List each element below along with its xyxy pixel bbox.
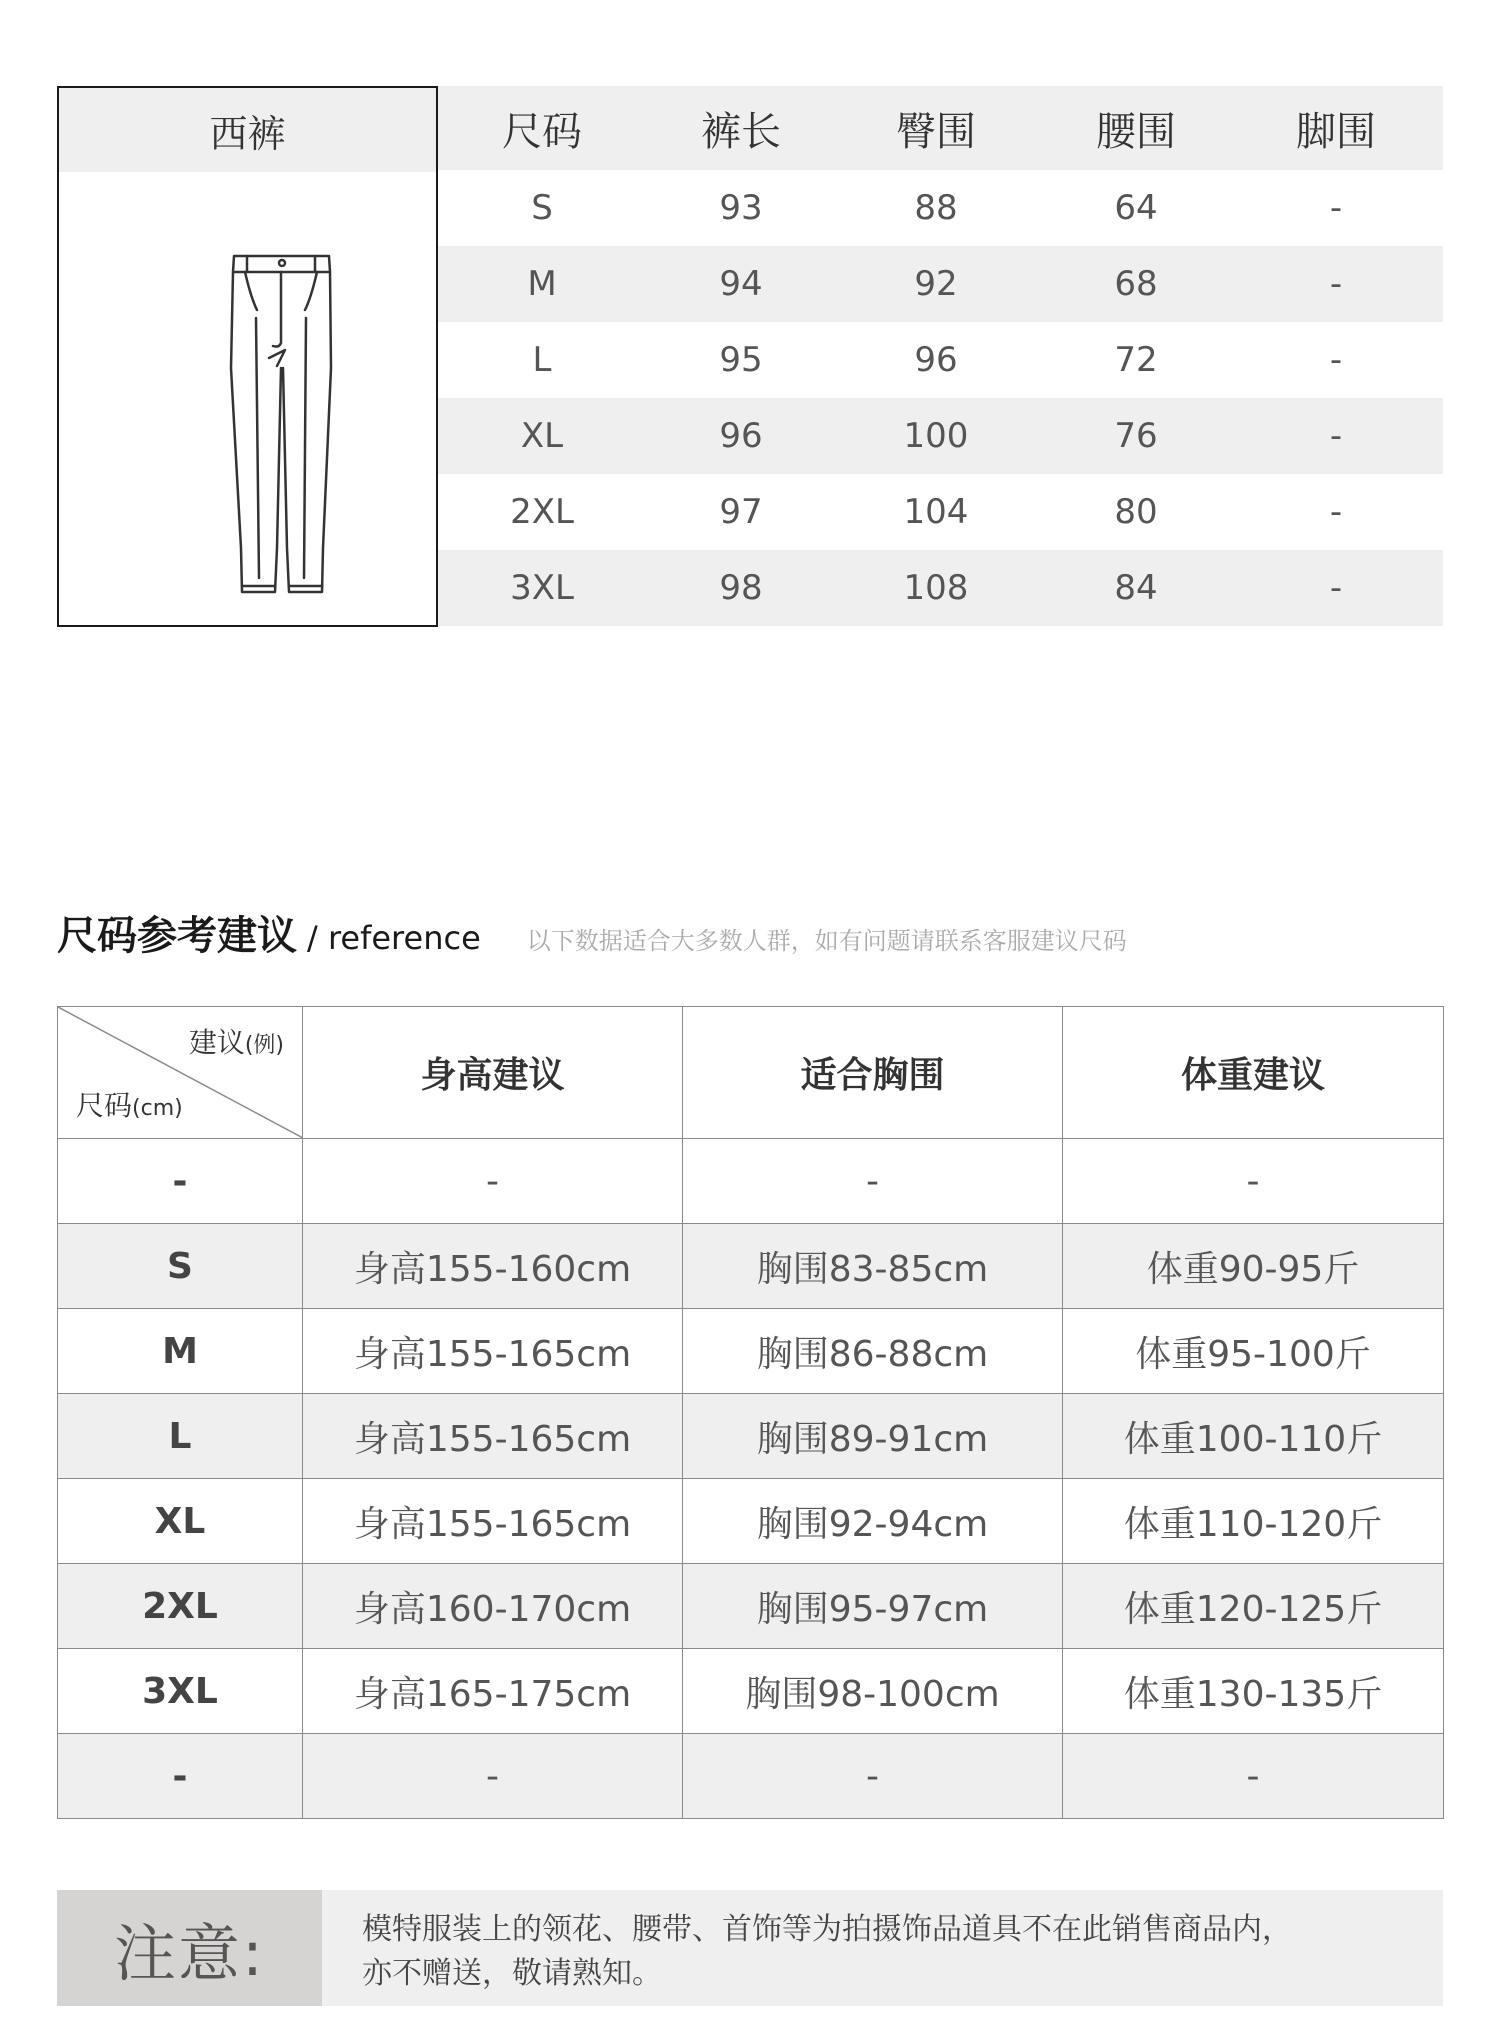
table-row: [58, 1139, 1444, 1224]
cell-chest: 胸围95-97cm: [683, 1564, 1063, 1649]
cell-length: 93: [719, 188, 763, 228]
cell-size: M: [58, 1309, 303, 1394]
header-weight: 体重建议: [1063, 1007, 1444, 1139]
cell-size: -: [58, 1734, 303, 1819]
table-row: [438, 170, 1443, 246]
table-row: [438, 398, 1443, 474]
cell-hip: 88: [914, 188, 958, 228]
cell-height: 身高155-165cm: [303, 1394, 683, 1479]
product-illustration-box: [57, 86, 438, 627]
table-row: [58, 1479, 1444, 1564]
cell-size: M: [527, 264, 557, 304]
cell-size: -: [58, 1139, 303, 1224]
cell-height: 身高160-170cm: [303, 1564, 683, 1649]
cell-chest: 胸围89-91cm: [683, 1394, 1063, 1479]
table-row: [58, 1564, 1444, 1649]
header-chest: 适合胸围: [683, 1007, 1063, 1139]
reference-title-en: / reference: [307, 919, 481, 957]
header-size: 尺码: [502, 108, 582, 155]
header-waist: 腰围: [1096, 108, 1176, 155]
cell-height: -: [303, 1139, 683, 1224]
size-reference-table: [57, 1006, 1444, 1819]
note-line-2: 亦不赠送，敬请熟知。: [362, 1956, 662, 1991]
cell-weight: 体重110-120斤: [1063, 1479, 1444, 1564]
cell-size: 3XL: [58, 1649, 303, 1734]
table-row: [438, 474, 1443, 550]
table-row: [58, 1309, 1444, 1394]
note-text: [322, 1890, 1443, 2006]
cell-size: XL: [58, 1479, 303, 1564]
cell-chest: -: [683, 1734, 1063, 1819]
size-chart-header-row: [438, 86, 1443, 170]
cell-height: -: [303, 1734, 683, 1819]
cell-length: 97: [719, 492, 763, 532]
cell-hem: -: [1329, 492, 1343, 532]
cell-height: 身高155-165cm: [303, 1479, 683, 1564]
cell-hip: 96: [914, 340, 958, 380]
table-row: [58, 1734, 1444, 1819]
cell-waist: 64: [1114, 188, 1158, 228]
cell-hem: -: [1329, 568, 1343, 608]
cell-height: 身高165-175cm: [303, 1649, 683, 1734]
cell-hip: 100: [903, 416, 969, 456]
reference-heading: [57, 904, 1457, 960]
cell-length: 96: [719, 416, 763, 456]
note-label: 注意:: [57, 1890, 322, 2006]
corner-bottom-label: 尺码(cm): [76, 1089, 183, 1122]
cell-hip: 108: [903, 568, 969, 608]
header-hip: 臀围: [896, 108, 976, 155]
cell-weight: 体重90-95斤: [1063, 1224, 1444, 1309]
cell-weight: -: [1063, 1734, 1444, 1819]
cell-size: 3XL: [510, 568, 574, 608]
reference-subtitle: 以下数据适合大多数人群，如有问题请联系客服建议尺码: [526, 927, 1127, 955]
corner-top-label: 建议(例): [188, 1026, 284, 1059]
cell-size: 2XL: [510, 492, 574, 532]
table-row: [58, 1649, 1444, 1734]
cell-waist: 80: [1114, 492, 1158, 532]
corner-header-cell: [58, 1007, 303, 1139]
cell-chest: 胸围86-88cm: [683, 1309, 1063, 1394]
table-row: [438, 322, 1443, 398]
cell-size: S: [58, 1224, 303, 1309]
cell-hem: -: [1329, 264, 1343, 304]
reference-title: 尺码参考建议: [57, 913, 297, 959]
cell-weight: 体重120-125斤: [1063, 1564, 1444, 1649]
header-length: 裤长: [701, 108, 781, 155]
cell-weight: 体重95-100斤: [1063, 1309, 1444, 1394]
note-line-1: 模特服装上的领花、腰带、首饰等为拍摄饰品道具不在此销售商品内，: [362, 1912, 1292, 1947]
table-row: [58, 1394, 1444, 1479]
cell-size: S: [531, 188, 553, 228]
cell-waist: 68: [1114, 264, 1158, 304]
cell-size: 2XL: [58, 1564, 303, 1649]
cell-chest: 胸围98-100cm: [683, 1649, 1063, 1734]
cell-hem: -: [1329, 416, 1343, 456]
cell-size: XL: [520, 416, 564, 456]
table-row: [438, 246, 1443, 322]
cell-waist: 84: [1114, 568, 1158, 608]
cell-length: 94: [719, 264, 763, 304]
cell-length: 98: [719, 568, 763, 608]
cell-height: 身高155-160cm: [303, 1224, 683, 1309]
size-chart-table: [438, 86, 1443, 626]
cell-weight: -: [1063, 1139, 1444, 1224]
product-name: 西裤: [59, 88, 436, 172]
cell-chest: -: [683, 1139, 1063, 1224]
table-row: [438, 550, 1443, 626]
cell-hem: -: [1329, 340, 1343, 380]
reference-header-row: [58, 1007, 1444, 1139]
cell-weight: 体重130-135斤: [1063, 1649, 1444, 1734]
table-row: [58, 1224, 1444, 1309]
cell-length: 95: [719, 340, 763, 380]
cell-waist: 72: [1114, 340, 1158, 380]
cell-size: L: [532, 340, 552, 380]
header-hem: 脚围: [1296, 108, 1376, 155]
trousers-illustration: [189, 248, 369, 608]
cell-chest: 胸围83-85cm: [683, 1224, 1063, 1309]
cell-hip: 104: [903, 492, 969, 532]
cell-waist: 76: [1114, 416, 1158, 456]
cell-weight: 体重100-110斤: [1063, 1394, 1444, 1479]
cell-hip: 92: [914, 264, 958, 304]
cell-hem: -: [1329, 188, 1343, 228]
cell-height: 身高155-165cm: [303, 1309, 683, 1394]
cell-size: L: [58, 1394, 303, 1479]
cell-chest: 胸围92-94cm: [683, 1479, 1063, 1564]
header-height: 身高建议: [303, 1007, 683, 1139]
